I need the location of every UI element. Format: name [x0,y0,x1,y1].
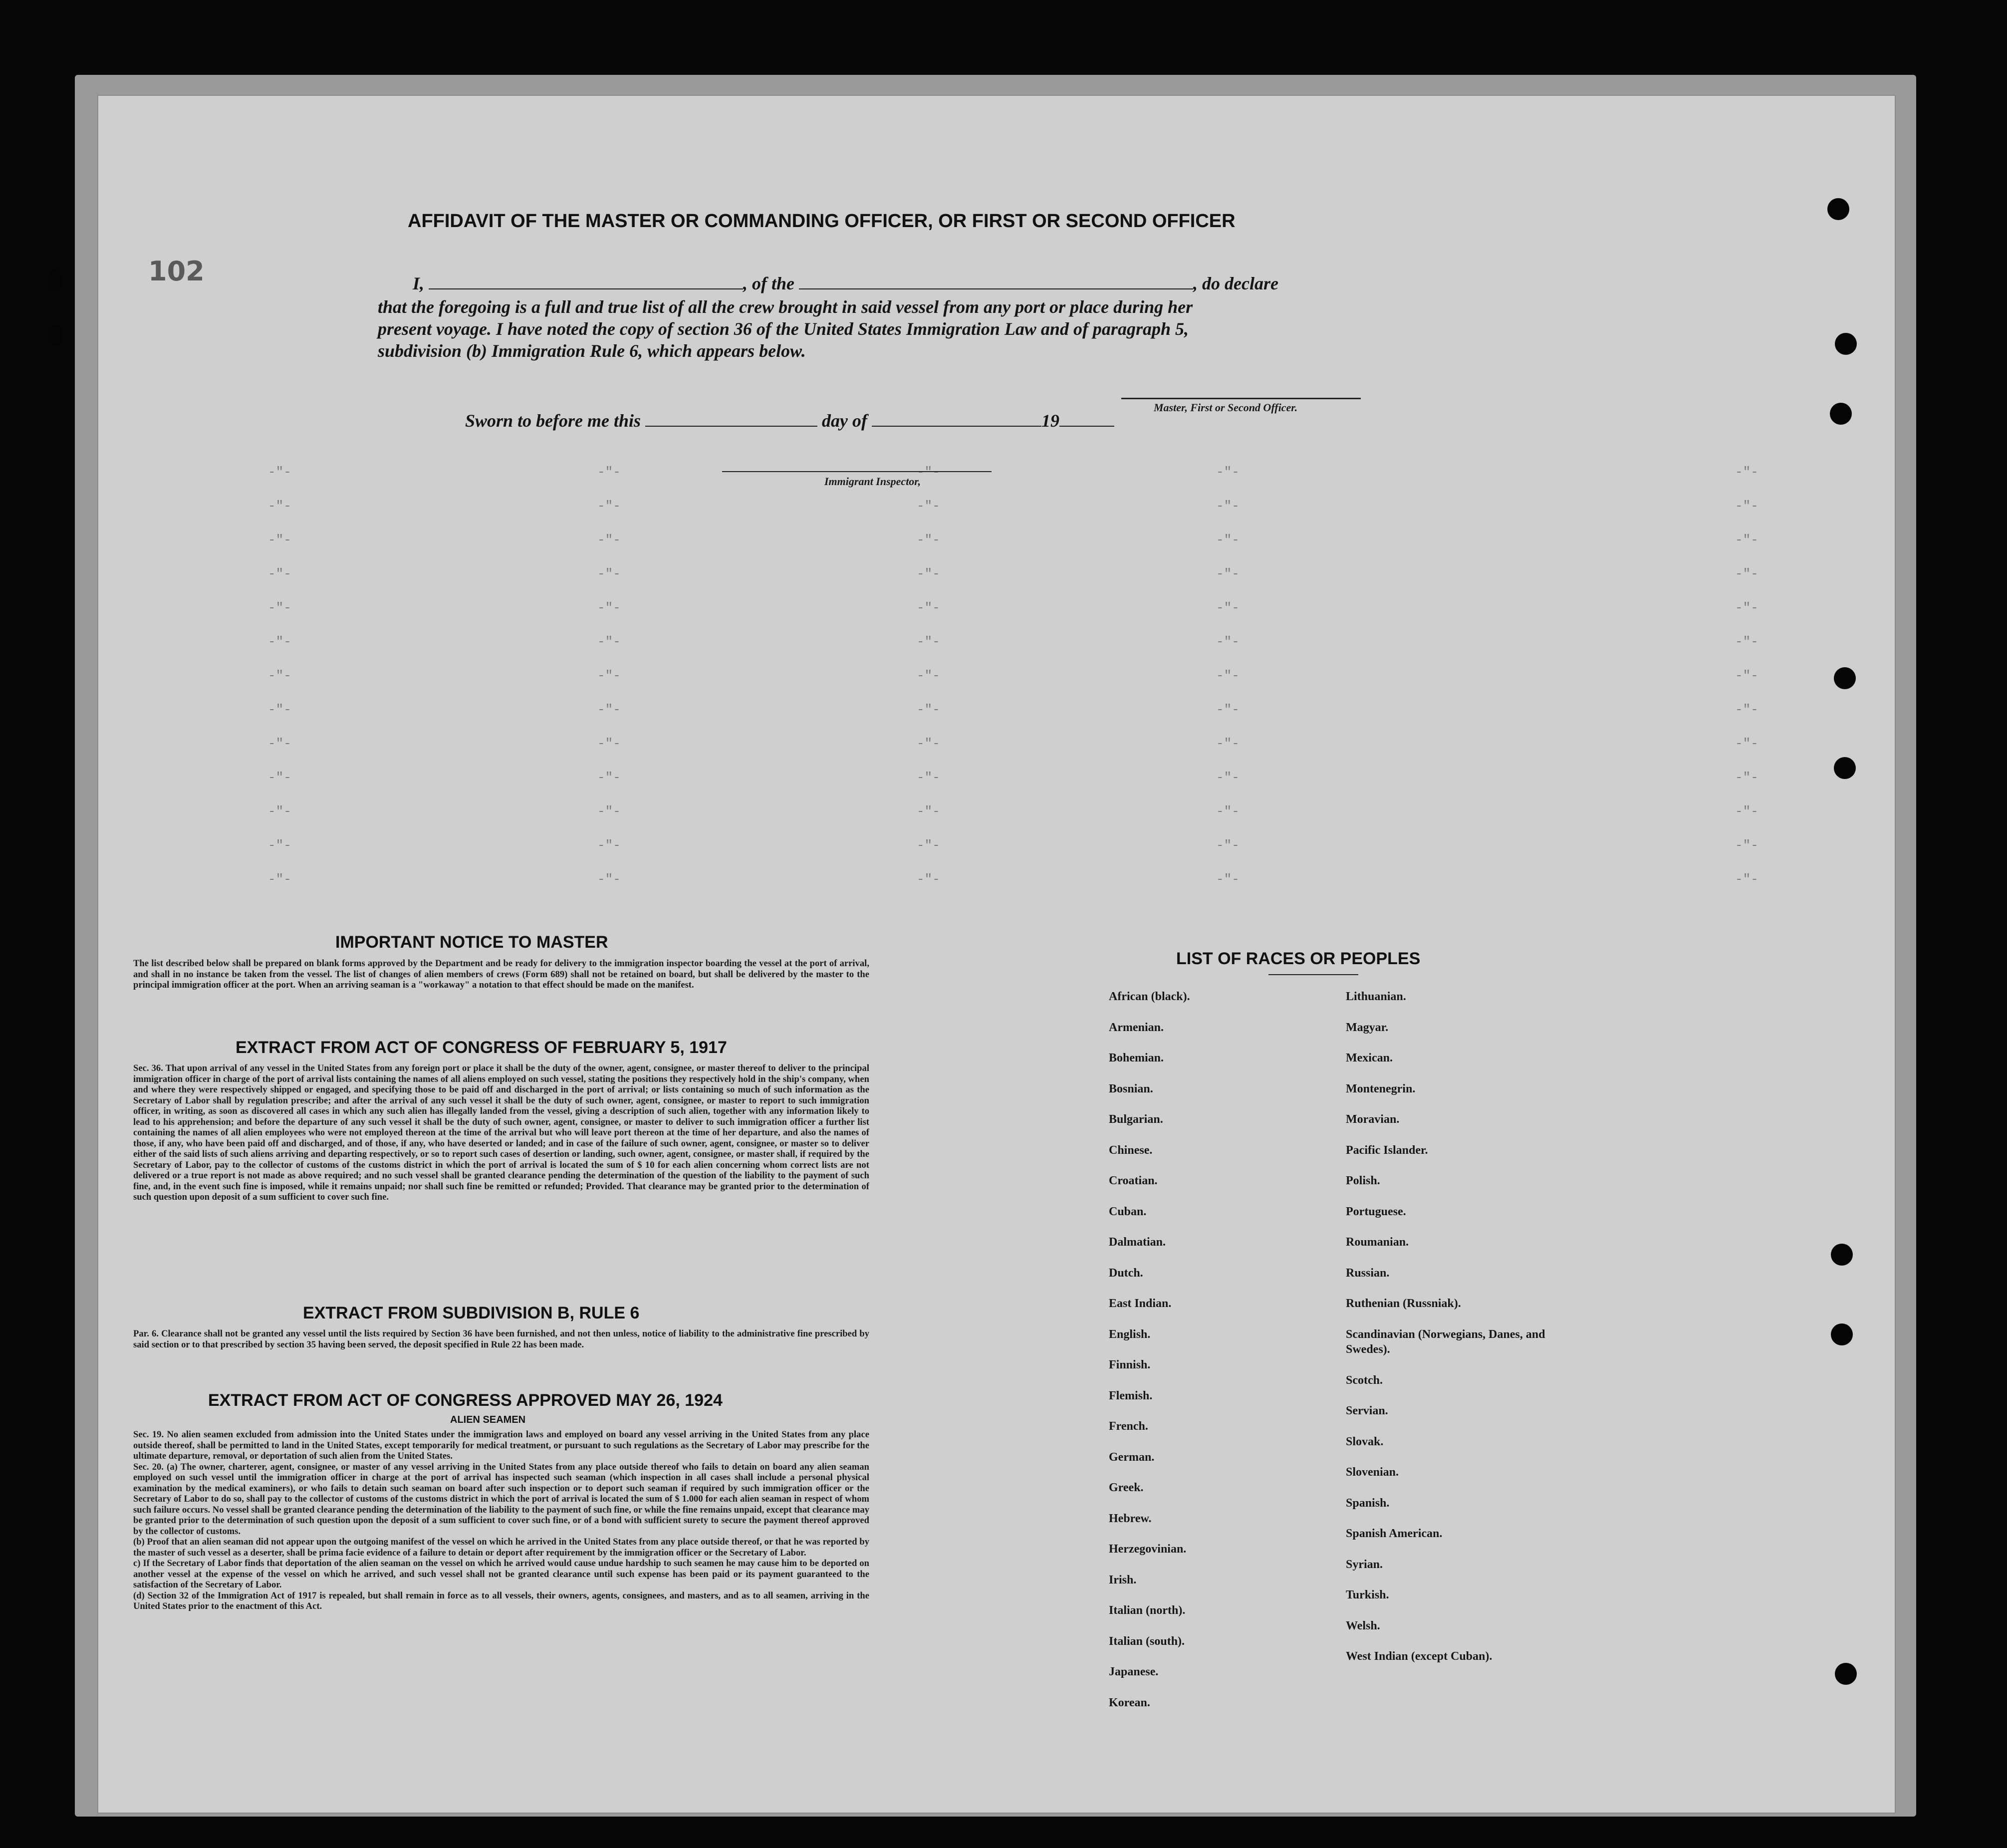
affidavit-body-line: subdivision (b) Immigration Rule 6, which appears below. [378,341,806,361]
race-item: Cuban. [1109,1205,1147,1218]
vessel-name-blank[interactable] [799,288,1193,289]
race-item: West Indian (except Cuban). [1346,1650,1493,1663]
extract-1917-text: Sec. 36. That upon arrival of any vessel in the United States from any foreign port or place it shall be the duty of the owner, agent, consignee, or master thereof to deliver to the principal immigration officer in charge of the port of arrival lists containing the names of all aliens employed on such vessel, stating the positions they respectively hold in the ship's company, when and where they were respectively shipped or engaged, and specifying those to be paid off and discharged in the port of arrival; or lists containing so much of such information as the Secretary of Labor shall by regulation prescribe; and after the arrival of any such vessel it shall be the duty of such owner, agent, consignee, or master to report to such immigration officer, in writing, as soon as discovered all cases in which any such alien has illegally landed from the vessel, giving a description of such alien, together with any information likely to lead to his apprehension; and before the departure of any such vessel it shall be the duty of such owner, agent, consignee, or master to deliver to such immigration officer a further list containing the names of all alien employees who were not employed thereon at the time of the arrival but who will leave port thereon at the time of her departure, and also the names of those, if any, who have been paid off and discharged, and of those, if any, who have deserted or landed; and in case of the failure of such owner, agent, consignee, or master so to deliver either of the said lists of such aliens arriving and departing respectively, or so to report such cases of desertion or landing, such owner, agent, consignee, or master shall, if required by the Secretary of Labor, pay to the collector of customs of the customs district in which the port of arrival is located the sum of $ 10 for each alien concerning whom correct lists are not delivered or a true report is not made as above required; and no such vessel shall be granted clearance pending the determination of the question of the liability to the payment of such fine, and, in the event such fine is imposed, while it remains unpaid; nor shall such fine be remitted or refunded; Provided. That clearance may be granted prior to the determination of such question upon deposit of a sum sufficient to cover such fine. [133,1063,869,1202]
extract-1924-title: EXTRACT FROM ACT OF CONGRESS APPROVED MAY 26, 1924 [208,1391,723,1410]
race-item: German. [1109,1450,1155,1464]
affidavit-declaration-line [413,273,1278,294]
race-item: Spanish. [1346,1496,1390,1510]
race-item: Syrian. [1346,1558,1383,1571]
notice-text: The list described below shall be prepared on blank forms approved by the Department and be ready for delivery to the immigration inspector boarding the vessel at the port of arrival, and shall in no instance be taken from the vessel. The list of changes of alien members of crews (Form 689) shall not be retained on board, but shall be delivered by the master to the principal immigration officer at the port. When an arriving seaman is a "workaway" a notation to that effect should be made on the manifest. [133,958,869,990]
sworn-date-blank[interactable] [645,426,817,427]
races-column-2 [1346,989,1555,1680]
race-item: East Indian. [1109,1297,1172,1310]
inspector-label: Immigrant Inspector, [824,475,921,488]
extract-1924-subtitle: ALIEN SEAMEN [450,1414,526,1425]
race-item: Mexican. [1346,1052,1393,1064]
race-item: Bosnian. [1109,1082,1153,1095]
bleedthrough-ditto-column: -"- -"- -"- -"- -"- -"- -"- -"- -"- -"- -"- -"- -"- [917,465,940,887]
extract-rule6-text: Par. 6. Clearance shall not be granted any vessel until the lists required by Section 36 have been furnished, and not then unless, notice of liability to the administrative fine prescribed by said section or to that prescribed by section 35 having been served, the deposit specified in Rule 22 has been made. [133,1328,869,1350]
race-item: Greek. [1109,1481,1144,1494]
notice-title: IMPORTANT NOTICE TO MASTER [335,933,608,952]
race-item: French. [1109,1420,1148,1433]
extract-1924-paragraph: c) If the Secretary of Labor finds that deportation of the alien seaman on the vessel on which he arrived would cause undue hardship to such seamen he may cause him to be deported on another vessel at the expense of the vessel on which he arrived, and such vessel shall not be granted clearance until such expense has been paid or its payment guaranteed to the satisfaction of the Secretary of Labor. [133,1558,869,1590]
race-item: Bohemian. [1109,1052,1164,1064]
affidavit-of-the: , of the [743,273,795,293]
binder-hole [1831,1244,1853,1266]
extract-1917-title: EXTRACT FROM ACT OF CONGRESS OF FEBRUARY 5, 1917 [236,1038,727,1057]
race-item: Servian. [1346,1404,1388,1417]
extract-rule6-title: EXTRACT FROM SUBDIVISION B, RULE 6 [303,1304,640,1322]
race-item: Dutch. [1109,1266,1143,1280]
binder-hole [1831,1323,1853,1345]
affidavit-title: AFFIDAVIT OF THE MASTER OR COMMANDING OFFICER, OR FIRST OR SECOND OFFICER [408,211,1236,232]
manifest-page [97,95,1896,1814]
race-item: Dalmatian. [1109,1236,1166,1249]
sworn-year-blank[interactable] [1059,426,1114,427]
race-item: Moravian. [1346,1113,1400,1126]
extract-1924-paragraph: (d) Section 32 of the Immigration Act of 1917 is repealed, but shall remain in force as to all vessels, their owners, agents, consignees, and masters, and as to all seamen, arriving in the United States prior to the enactment of this Act. [133,1590,869,1611]
race-item: Italian (south). [1109,1634,1185,1648]
race-item: Slovenian. [1346,1466,1399,1479]
race-item: Polish. [1346,1174,1380,1187]
binder-hole [1830,403,1852,425]
binder-hole-left [47,269,62,291]
binder-hole [1827,198,1849,220]
sworn-year: 19 [1041,411,1060,431]
race-item: Portuguese. [1346,1205,1406,1218]
race-item: Italian (north). [1109,1604,1186,1617]
race-item: Irish. [1109,1573,1137,1586]
race-item: Herzegovinian. [1109,1543,1187,1556]
race-item: Bulgarian. [1109,1113,1163,1126]
race-item: Chinese. [1109,1143,1153,1157]
race-item: Finnish. [1109,1358,1151,1371]
race-item: Pacific Islander. [1346,1143,1428,1157]
affidavit-declare: , do declare [1193,273,1278,293]
race-item: Scandinavian (Norwegians, Danes, and Swedes). [1346,1327,1545,1356]
bleedthrough-ditto-column: -"- -"- -"- -"- -"- -"- -"- -"- -"- -"- -"- -"- -"- [1735,465,1758,887]
binder-hole [1835,333,1857,355]
race-item: Croatian. [1109,1174,1158,1187]
race-item: Armenian. [1109,1021,1164,1034]
races-title: LIST OF RACES OR PEOPLES [1176,949,1421,968]
race-item: Russian. [1346,1266,1390,1280]
race-item: Magyar. [1346,1021,1389,1034]
race-item: Hebrew. [1109,1512,1152,1525]
inspector-signature-line[interactable] [722,471,992,472]
races-title-rule [1268,974,1358,975]
race-item: Turkish. [1346,1588,1389,1601]
sworn-prefix: Sworn to before me this [465,411,641,431]
race-item: Ruthenian (Russniak). [1346,1297,1461,1310]
race-item: Montenegrin. [1346,1082,1416,1095]
race-item: English. [1109,1327,1151,1341]
binder-hole [1834,667,1856,689]
sworn-month-blank[interactable] [872,426,1041,427]
bleedthrough-ditto-column: -"- -"- -"- -"- -"- -"- -"- -"- -"- -"- -"- -"- -"- [597,465,621,887]
sworn-day-of: day of [822,411,868,431]
affidavit-body-line: present voyage. I have noted the copy of section 36 of the United States Immigration Law and of paragraph 5, [378,319,1189,339]
race-item: Spanish American. [1346,1527,1443,1540]
binder-hole-left [47,324,62,346]
race-item: Scotch. [1346,1373,1383,1387]
extract-1924-paragraph: Sec. 20. (a) The owner, charterer, agent, consignee, or master of any vessel arriving in the United States from any place outside thereof who fails to detain on board any alien seaman employed on such vessel until the immigration officer in charge at the port of arrival has inspected such seaman (which inspection in all cases shall include a personal physical examination by the medical examiners), or who fails to detain such seaman on board after such inspection or to deport such seaman if required by such immigration officer or the Secretary of Labor to do so, shall pay to the collector of customs of the customs district in which the port of arrival is located the sum of $ 1.000 for each alien seaman in respect of whom such failure occurs. No vessel shall be granted clearance pending the determination of the liability to the payment of such fine, or while the fine remains unpaid, except that clearance may be granted prior to the determination of such question upon the deposit of a sum sufficient to cover such fine, or of a bond with sufficient surety to secure the payment thereof approved by the collector of customs. [133,1461,869,1537]
binder-hole [1835,1663,1857,1685]
bleedthrough-ditto-column: -"- -"- -"- -"- -"- -"- -"- -"- -"- -"- -"- -"- -"- [1216,465,1240,887]
binder-hole [1834,757,1856,779]
race-item: Welsh. [1346,1619,1380,1632]
race-item: Japanese. [1109,1665,1159,1678]
extract-1924-paragraph: (b) Proof that an alien seaman did not appear upon the outgoing manifest of the vessel on which he arrived in the United States from any place outside thereof, or that he was reported by the master of such vessel as a deserter, shall be prima facie evidence of a failure to detain or deport after requirement by the immigration officer or the Secretary of Labor. [133,1537,869,1558]
race-item: Roumanian. [1346,1236,1409,1249]
sworn-line [465,410,1114,431]
race-item: Flemish. [1109,1389,1153,1402]
race-item: Korean. [1109,1696,1150,1709]
races-column-1 [1109,989,1288,1726]
affidavit-prefix: I, [413,273,425,293]
bleedthrough-ditto-column: -"- -"- -"- -"- -"- -"- -"- -"- -"- -"- -"- -"- -"- [268,465,291,887]
handwritten-page-number: 102 [148,256,205,287]
race-item: Lithuanian. [1346,990,1406,1003]
signature-line[interactable] [1121,398,1361,399]
extract-1924-text [133,1429,869,1612]
master-name-blank[interactable] [429,288,743,289]
extract-1924-paragraph: Sec. 19. No alien seamen excluded from admission into the United States under the immigration laws and employed on board any vessel arriving in the United States from any place outside thereof, shall be permitted to land in the United States, except temporarily for medical treatment, or pursuant to such regulations as the Secretary of Labor may prescribe for the ultimate departure, removal, or deportation of such alien from the United States. [133,1429,869,1461]
race-item: Slovak. [1346,1435,1384,1448]
race-item: African (black). [1109,990,1190,1003]
affidavit-body-line: that the foregoing is a full and true list of all the crew brought in said vessel from any port or place during her [378,297,1193,317]
signature-label: Master, First or Second Officer. [1154,401,1298,414]
